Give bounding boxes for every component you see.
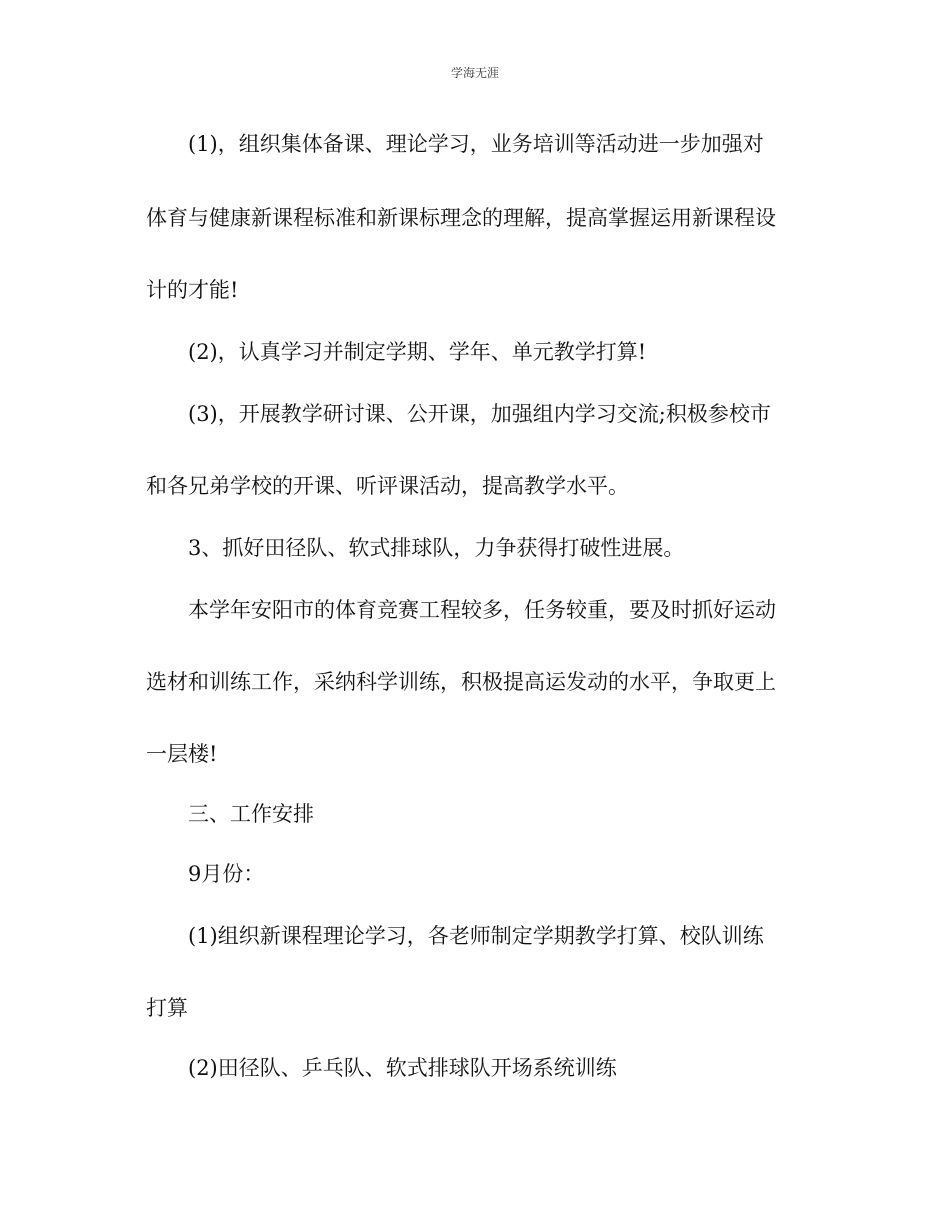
paragraph-line: 本学年安阳市的体育竞赛工程较多，任务较重，要及时抓好运动 (188, 598, 776, 622)
paragraph-line: (2)，认真学习并制定学期、学年、单元教学打算! (188, 340, 647, 364)
paragraph-line: (1)组织新课程理论学习，各老师制定学期教学打算、校队训练 (188, 924, 764, 948)
paragraph-line: 计的才能! (146, 278, 239, 302)
paragraph-line: (2)田径队、乒乓队、软式排球队开场系统训练 (188, 1056, 617, 1080)
paragraph-line: 3、抓好田径队、软式排球队，力争获得打破性进展。 (188, 536, 685, 560)
paragraph-line: 一层楼! (146, 742, 218, 766)
month-label: 9月份： (188, 862, 265, 886)
paragraph-line: 打算 (146, 996, 188, 1020)
paragraph-line: (3)，开展教学研讨课、公开课，加强组内学习交流;积极参校市 (188, 402, 771, 426)
paragraph-line: 和各兄弟学校的开课、听评课活动，提高教学水平。 (146, 474, 629, 498)
paragraph-line: (1)，组织集体备课、理论学习，业务培训等活动进一步加强对 (188, 132, 764, 156)
page-header: 学海无涯 (450, 66, 499, 80)
paragraph-line: 体育与健康新课程标准和新课标理念的理解，提高掌握运用新课程设 (146, 206, 776, 230)
paragraph-line: 选材和训练工作，采纳科学训练，积极提高运发动的水平，争取更上 (146, 670, 776, 694)
section-heading: 三、工作安排 (188, 802, 314, 826)
